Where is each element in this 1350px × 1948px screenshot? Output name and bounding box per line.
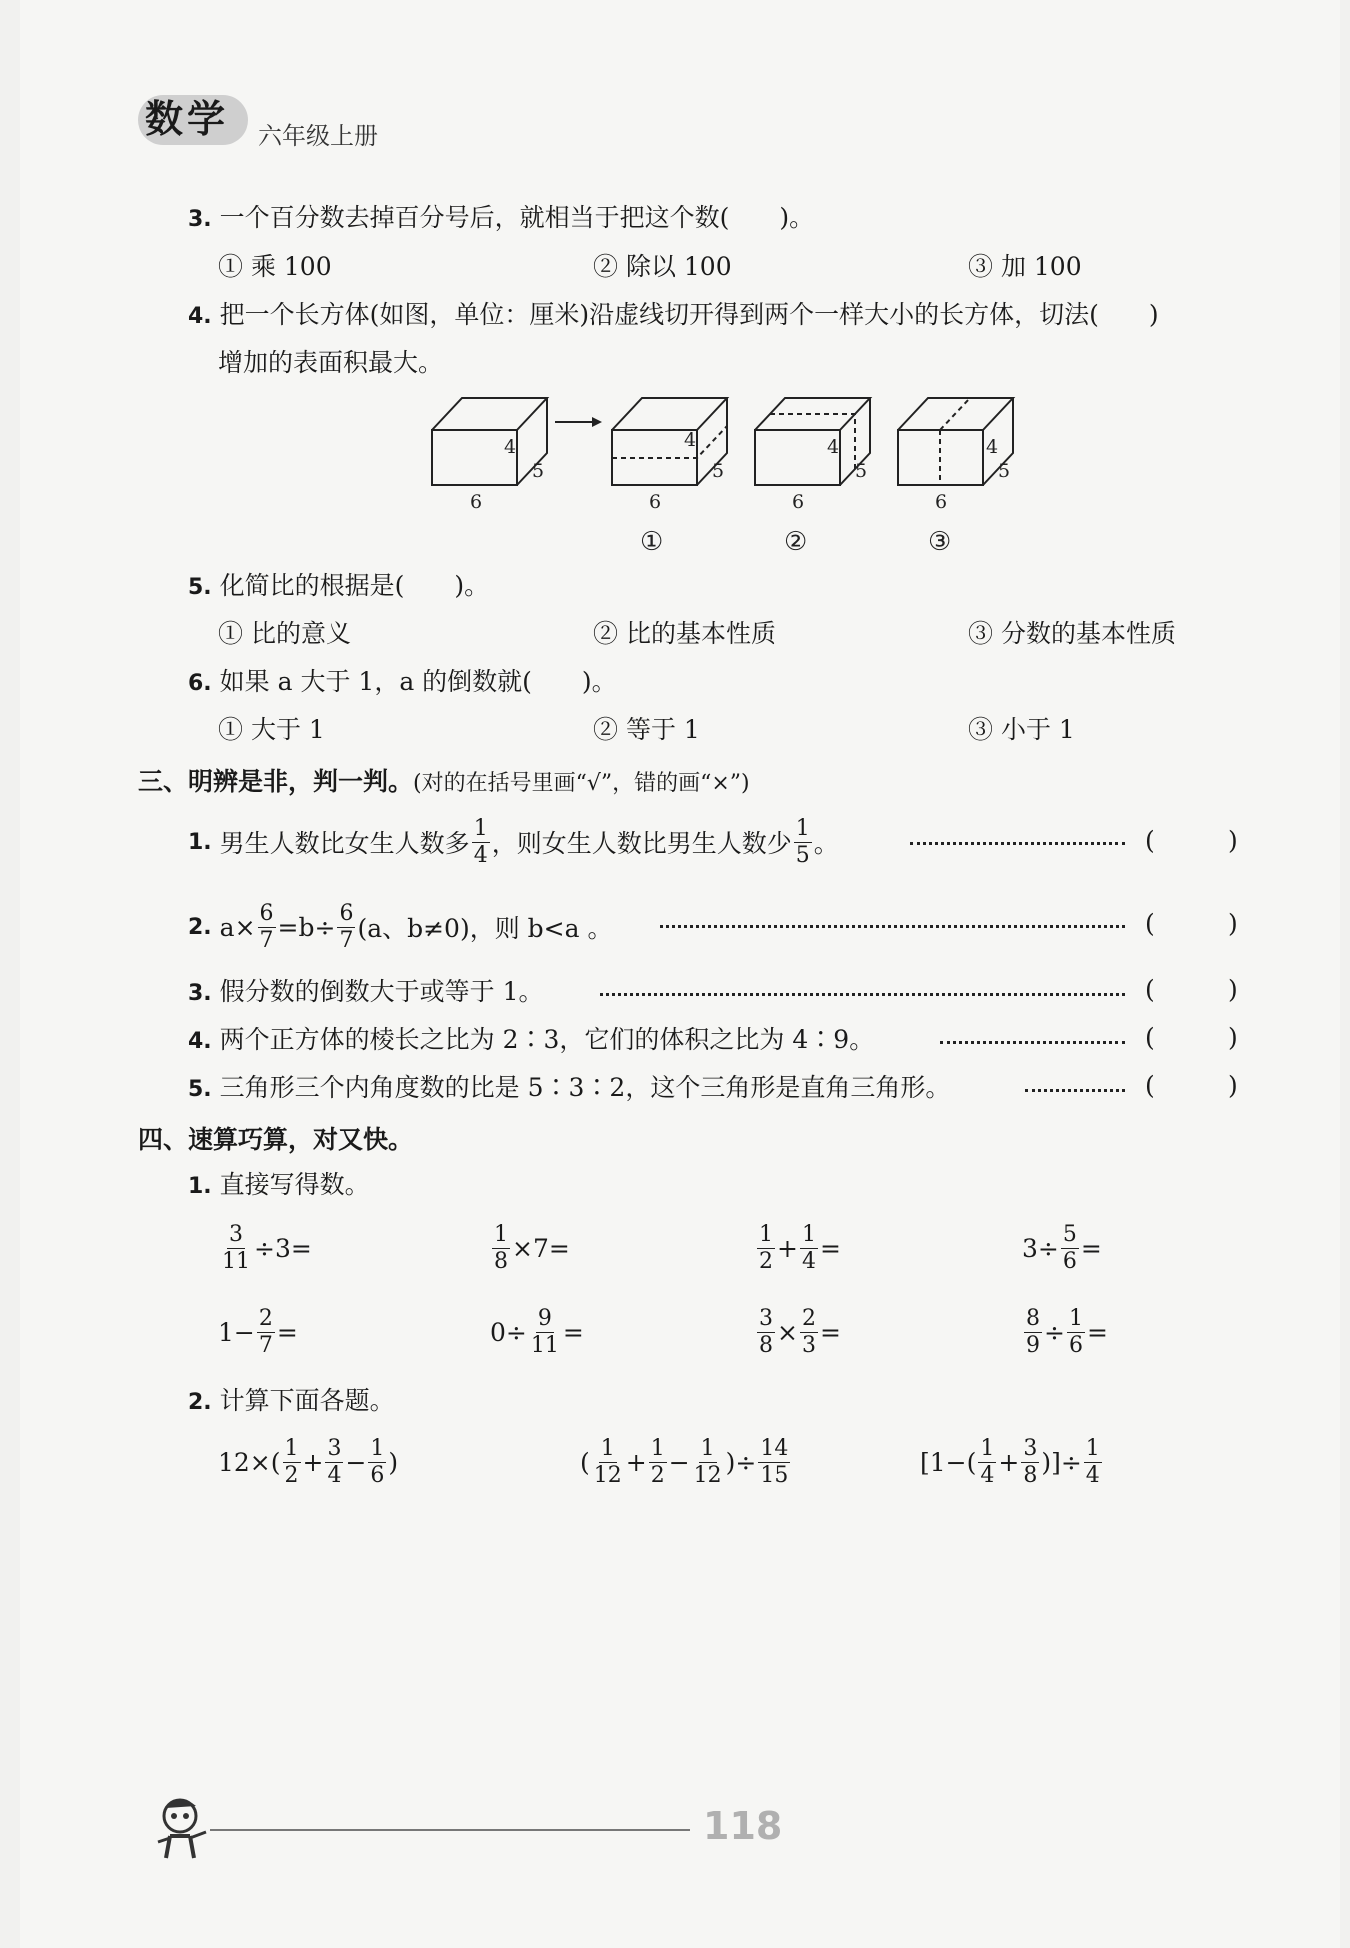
svg-text:6: 6: [649, 491, 662, 513]
answer-paren-close-5: ): [1228, 1071, 1238, 1100]
svg-text:4: 4: [986, 436, 999, 458]
q6-option-1: ① 大于 1: [218, 715, 325, 744]
answer-paren-close-4: ): [1228, 1023, 1238, 1052]
section-3-note: (对的在括号里画“√”，错的画“×”): [413, 771, 750, 796]
question-4: 4. 把一个长方体(如图，单位：厘米)沿虚线切开得到两个一样大小的长方体，切法( ): [188, 300, 1159, 329]
judge-item-3: 3. 假分数的倒数大于或等于 1。: [188, 977, 544, 1006]
cuboid-cut-2: [755, 398, 870, 485]
svg-text:5: 5: [855, 460, 868, 482]
svg-text:6: 6: [792, 491, 805, 513]
mascot-icon: [140, 1788, 220, 1868]
page-number: 118: [703, 1804, 783, 1848]
section-4-sub1: 1. 直接写得数。: [188, 1170, 370, 1199]
direct-calc-7: $\frac{3}{8}$ × $\frac{2}{3}$ =: [759, 1305, 841, 1358]
direct-calc-3: $\frac{1}{2}$ + $\frac{1}{4}$ =: [759, 1221, 841, 1274]
direct-calc-6: 0÷ $\frac{9}{11}$ =: [490, 1305, 584, 1358]
cut-choice-2: ②: [784, 527, 808, 557]
edge-label-4: 4: [504, 436, 517, 458]
calc-problem-1: 12×( $\frac{1}{2}$ + $\frac{3}{4}$ − $\frac{1}{6}$ ): [218, 1435, 399, 1488]
section-4-sub2: 2. 计算下面各题。: [188, 1386, 395, 1415]
cut-choice-3: ③: [928, 527, 952, 557]
q3-option-2: ② 除以 100: [593, 252, 732, 281]
judge-item-1: 1. 男生人数比女生人数多 $\frac{1}{4}$ ，则女生人数比男生人数少 $\frac{1}{5}$ 。: [188, 815, 839, 868]
answer-paren-open-4[interactable]: (: [1145, 1023, 1155, 1052]
question-3: 3. 一个百分数去掉百分号后，就相当于把这个数( )。: [188, 203, 815, 232]
question-4-continued: 增加的表面积最大。: [218, 348, 444, 377]
answer-paren-close-1: ): [1228, 826, 1238, 855]
section-3-title: 三、明辨是非，判一判。(对的在括号里画“√”，错的画“×”): [138, 767, 750, 796]
q6-option-2: ② 等于 1: [593, 715, 700, 744]
cuboid-original: [432, 398, 547, 485]
svg-text:4: 4: [827, 436, 840, 458]
q3-option-3: ③ 加 100: [968, 252, 1082, 281]
judge-item-2: 2. a× $\frac{6}{7}$ =b÷ $\frac{6}{7}$ (a、b≠0)，则 b<a 。: [188, 900, 613, 953]
footer-rule: [210, 1829, 690, 1831]
answer-paren-open-2[interactable]: (: [1145, 909, 1155, 938]
q6-option-3: ③ 小于 1: [968, 715, 1075, 744]
direct-calc-2: $\frac{1}{8}$ ×7=: [494, 1221, 570, 1274]
calc-problem-2: ( $\frac{1}{12}$ + $\frac{1}{2}$ − $\frac{1}{12}$ )÷ $\frac{14}{15}$: [580, 1435, 789, 1488]
svg-text:4: 4: [684, 429, 697, 451]
answer-paren-close-2: ): [1228, 909, 1238, 938]
svg-text:6: 6: [935, 491, 948, 513]
judge-item-4: 4. 两个正方体的棱长之比为 2∶3，它们的体积之比为 4∶9。: [188, 1025, 875, 1054]
answer-paren-open-3[interactable]: (: [1145, 975, 1155, 1004]
svg-text:5: 5: [712, 460, 725, 482]
judge-item-5: 5. 三角形三个内角度数的比是 5∶3∶2，这个三角形是直角三角形。: [188, 1073, 951, 1102]
header-title: 数学: [145, 97, 230, 141]
direct-calc-8: $\frac{8}{9}$ ÷ $\frac{1}{6}$ =: [1026, 1305, 1108, 1358]
direct-calc-5: 1− $\frac{2}{7}$ =: [218, 1305, 298, 1358]
worksheet-page: [20, 0, 1340, 1948]
answer-paren-open-5[interactable]: (: [1145, 1071, 1155, 1100]
svg-text:5: 5: [998, 460, 1011, 482]
edge-label-6: 6: [470, 491, 483, 513]
answer-paren-open-1[interactable]: (: [1145, 826, 1155, 855]
calc-problem-3: [1−( $\frac{1}{4}$ + $\frac{3}{8}$ )]÷ $\frac{1}{4}$: [920, 1435, 1100, 1488]
header-subtitle: 六年级上册: [258, 122, 378, 150]
q3-option-1: ① 乘 100: [218, 252, 332, 281]
cut-choice-1: ①: [640, 527, 664, 557]
question-6: 6. 如果 a 大于 1，a 的倒数就( )。: [188, 667, 617, 696]
question-5: 5. 化简比的根据是( )。: [188, 571, 490, 600]
direct-calc-1: $\frac{3}{11}$ ÷3=: [222, 1221, 312, 1274]
cuboid-figure: [420, 390, 1060, 560]
answer-paren-close-3: ): [1228, 975, 1238, 1004]
section-4-title: 四、速算巧算，对又快。: [138, 1125, 414, 1154]
cuboid-cut-1: [612, 398, 727, 485]
q5-option-2: ② 比的基本性质: [593, 619, 776, 648]
direct-calc-4: 3÷ $\frac{5}{6}$ =: [1022, 1221, 1102, 1274]
edge-label-5: 5: [532, 460, 545, 482]
q5-option-3: ③ 分数的基本性质: [968, 619, 1176, 648]
q5-option-1: ① 比的意义: [218, 619, 351, 648]
